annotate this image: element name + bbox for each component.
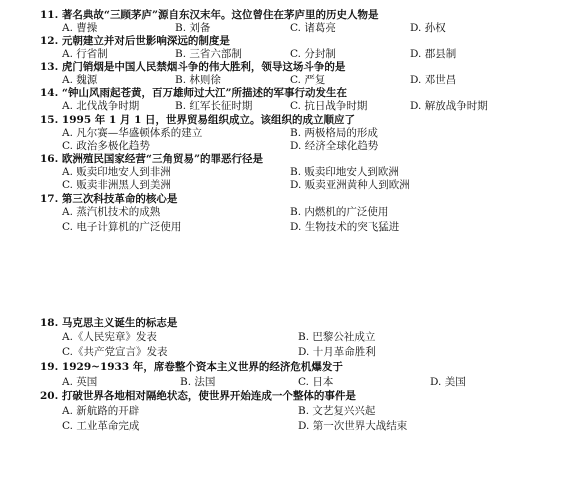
question-13-option-c: C. 严复 xyxy=(290,74,326,86)
question-20-option-d: D. 第一次世界大战结束 xyxy=(298,420,408,432)
question-16-option-d: D. 贩卖亚洲黄种人到欧洲 xyxy=(290,179,410,191)
question-19-option-b: B. 法国 xyxy=(180,376,216,388)
question-17-option-d: D. 生物技术的突飞猛进 xyxy=(290,221,400,233)
question-18-stem: 18. 马克思主义诞生的标志是 xyxy=(40,317,178,329)
question-15-option-c: C. 政治多极化趋势 xyxy=(62,140,150,152)
question-11-option-c: C. 诸葛亮 xyxy=(290,22,336,34)
question-15-option-d: D. 经济全球化趋势 xyxy=(290,140,379,152)
question-13-option-a: A. 魏源 xyxy=(62,74,98,86)
question-16-option-c: C. 贩卖非洲黑人到美洲 xyxy=(62,179,171,191)
question-13-stem: 13. 虎门销烟是中国人民禁烟斗争的伟大胜利，领导这场斗争的是 xyxy=(40,61,346,73)
question-12-option-a: A. 行省制 xyxy=(62,48,108,60)
question-11-option-b: B. 刘备 xyxy=(175,22,211,34)
question-12-option-d: D. 郡县制 xyxy=(410,48,457,60)
question-18-option-d: D. 十月革命胜利 xyxy=(298,346,376,358)
question-11-option-a: A. 曹操 xyxy=(62,22,98,34)
question-19-option-c: C. 日本 xyxy=(298,376,334,388)
question-20-option-a: A. 新航路的开辟 xyxy=(62,405,140,417)
question-19-option-d: D. 美国 xyxy=(430,376,466,388)
question-20-option-c: C. 工业革命完成 xyxy=(62,420,140,432)
question-19-option-a: A. 英国 xyxy=(62,376,98,388)
question-15-stem: 15. 1995 年 1 月 1 日，世界贸易组织成立。该组织的成立顺应了 xyxy=(40,114,356,126)
question-15-option-b: B. 两极格局的形成 xyxy=(290,127,378,139)
question-17-option-b: B. 内燃机的广泛使用 xyxy=(290,206,389,218)
question-16-option-b: B. 贩卖印地安人到欧洲 xyxy=(290,166,399,178)
question-14-stem: 14. “钟山风雨起苍黄，百万雄师过大江”所描述的军事行动发生在 xyxy=(40,87,348,99)
question-13-option-b: B. 林则徐 xyxy=(175,74,221,86)
question-17-stem: 17. 第三次科技革命的核心是 xyxy=(40,193,178,205)
question-11-stem: 11. 著名典故“三顾茅庐”源自东汉末年。这位曾住在茅庐里的历史人物是 xyxy=(40,9,379,21)
question-14-option-d: D. 解放战争时期 xyxy=(410,100,488,112)
question-12-option-c: C. 分封制 xyxy=(290,48,336,60)
question-17-option-a: A. 蒸汽机技术的成熟 xyxy=(62,206,161,218)
question-16-option-a: A. 贩卖印地安人到非洲 xyxy=(62,166,171,178)
question-18-option-a: A.《人民宪章》发表 xyxy=(62,331,157,343)
question-18-option-b: B. 巴黎公社成立 xyxy=(298,331,376,343)
question-18-option-c: C.《共产党宣言》发表 xyxy=(62,346,168,358)
question-19-stem: 19. 1929~1933 年，席卷整个资本主义世界的经济危机爆发于 xyxy=(40,361,343,373)
question-14-option-c: C. 抗日战争时期 xyxy=(290,100,368,112)
question-12-option-b: B. 三省六部制 xyxy=(175,48,242,60)
question-14-option-a: A. 北伐战争时期 xyxy=(62,100,140,112)
question-13-option-d: D. 邓世昌 xyxy=(410,74,457,86)
question-17-option-c: C. 电子计算机的广泛使用 xyxy=(62,221,182,233)
question-14-option-b: B. 红军长征时期 xyxy=(175,100,253,112)
question-11-option-d: D. 孙权 xyxy=(410,22,446,34)
question-12-stem: 12. 元朝建立并对后世影响深远的制度是 xyxy=(40,35,230,47)
question-20-option-b: B. 文艺复兴兴起 xyxy=(298,405,376,417)
question-16-stem: 16. 欧洲殖民国家经营“三角贸易”的罪恶行径是 xyxy=(40,153,264,165)
question-15-option-a: A. 凡尔赛—华盛顿体系的建立 xyxy=(62,127,203,139)
question-20-stem: 20. 打破世界各地相对隔绝状态，使世界开始连成一个整体的事件是 xyxy=(40,390,356,402)
